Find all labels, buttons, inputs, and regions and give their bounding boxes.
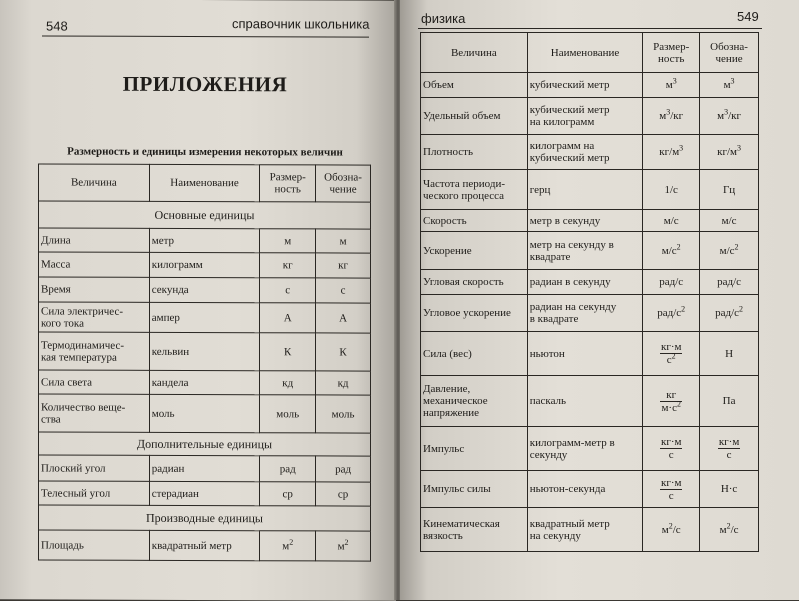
cell-quantity: Скорость xyxy=(421,210,528,232)
unit-power: $м^3$ xyxy=(730,143,741,158)
table-header-row xyxy=(39,164,371,202)
sym-exponent: 2 xyxy=(344,537,349,547)
table-row xyxy=(39,370,371,395)
col-header-dimension-label: Размер- ность xyxy=(653,40,690,65)
cell-symbol: Н xyxy=(700,332,759,376)
cell-symbol: $м^3/кг$ xyxy=(700,98,759,135)
cell-symbol xyxy=(316,531,371,561)
fraction-numerator: кг·м xyxy=(660,341,682,353)
derived-units-body xyxy=(421,73,759,552)
col-header-quantity: Величина xyxy=(39,164,150,201)
table-row xyxy=(421,295,759,332)
cell-unit-name: ньютон-секунда xyxy=(527,471,643,508)
page-number-left: 548 xyxy=(46,18,68,34)
table-row xyxy=(39,530,371,561)
cell-quantity: Удельный объем xyxy=(421,98,528,135)
cell-dimension: м xyxy=(260,229,316,253)
table-row xyxy=(421,73,759,98)
cell-symbol: рад/с xyxy=(700,270,759,295)
table-row xyxy=(421,427,759,471)
unit-power: $м^3$ xyxy=(672,143,684,158)
fraction-denominator: с xyxy=(726,449,732,461)
page-number-right: 549 xyxy=(737,9,759,24)
cell-unit-name: радиан xyxy=(149,455,260,481)
cell-unit-name: ньютон xyxy=(527,332,643,376)
col-header-symbol xyxy=(316,165,371,202)
unit-power: $с^2$ xyxy=(676,304,686,319)
cell-unit-name: метр в секунду xyxy=(527,210,643,232)
units-table-left xyxy=(38,163,371,561)
fraction-denominator: с xyxy=(668,489,674,502)
table-row xyxy=(421,98,759,135)
cell-unit-name: кельвин xyxy=(149,332,260,370)
cell-unit-name: квадратный метр на секунду xyxy=(527,508,643,552)
unit-fraction xyxy=(660,477,682,502)
cell-dimension: ср xyxy=(260,482,316,506)
cell-symbol: моль xyxy=(316,395,371,433)
cell-symbol: Гц xyxy=(700,170,759,210)
cell-unit-name: радиан на секунду в квадрате xyxy=(527,295,643,332)
cell-dimension: моль xyxy=(260,395,316,433)
table-caption: Размерность и единицы измерения некоторых величин xyxy=(67,145,343,159)
cell-dimension: кг xyxy=(260,253,316,278)
section-basic-units: Основные единицы xyxy=(39,201,371,229)
col-header-dimension-label: Размер- ность xyxy=(269,171,306,196)
cell-quantity: Площадь xyxy=(39,530,150,560)
cell-unit-name: килограмм xyxy=(149,252,260,277)
cell-symbol: кд xyxy=(316,371,371,395)
cell-quantity: Давление, механическое напряжение xyxy=(421,376,528,427)
unit-fraction xyxy=(718,436,740,461)
cell-unit-name: кандела xyxy=(149,370,260,394)
fraction-numerator: кг xyxy=(660,389,682,402)
cell-dimension xyxy=(643,73,700,98)
cell-unit-name: кубический метр xyxy=(527,73,643,98)
cell-quantity: Термодинамичес- кая температура xyxy=(39,332,150,370)
cell-symbol: м xyxy=(316,229,371,253)
cell-symbol: рад xyxy=(316,456,371,482)
cell-unit-name: герц xyxy=(527,170,643,210)
cell-symbol xyxy=(700,73,759,98)
cell-dimension: м/с xyxy=(643,210,700,232)
table-row xyxy=(421,135,759,170)
dim-exponent: 2 xyxy=(289,537,294,547)
fraction-numerator: кг·м xyxy=(660,476,682,489)
table-row xyxy=(39,228,371,253)
unit-power: $с^2$ xyxy=(734,304,744,319)
running-head-left: справочник школьника xyxy=(232,16,370,32)
cell-quantity: Плоский угол xyxy=(39,455,150,481)
cell-quantity: Сила света xyxy=(39,370,150,394)
cell-unit-name: моль xyxy=(149,394,260,432)
col-header-symbol xyxy=(700,33,759,73)
cell-symbol: $м^2/с$ xyxy=(700,508,759,552)
cell-dimension: $м^3/кг$ xyxy=(643,98,700,135)
cell-dimension xyxy=(643,376,700,427)
cell-quantity: Частота периоди- ческого процесса xyxy=(421,170,528,210)
cell-quantity: Объем xyxy=(421,73,528,98)
cell-quantity: Импульс xyxy=(421,427,528,471)
cell-dimension: К xyxy=(260,333,316,371)
table-row xyxy=(39,394,371,433)
section-additional-units: Дополнительные единицы xyxy=(39,432,371,456)
header-rule xyxy=(42,35,369,37)
dim-base: м xyxy=(282,539,290,552)
col-header-symbol-label: Обозна- чение xyxy=(710,40,748,65)
running-head-right: физика xyxy=(421,11,466,26)
cell-unit-name: ампер xyxy=(149,302,260,332)
unit-fraction xyxy=(660,389,682,414)
table-row xyxy=(421,376,759,427)
cell-symbol: К xyxy=(316,333,371,371)
table-row xyxy=(421,170,759,210)
unit-power: $м^3$ xyxy=(665,76,677,91)
cell-dimension: рад/с xyxy=(643,270,700,295)
sym-base: м xyxy=(337,539,345,553)
cell-symbol: рад/$с^2$ xyxy=(700,295,759,332)
unit-fraction xyxy=(660,341,682,366)
cell-symbol: ср xyxy=(316,482,371,506)
unit-power: $м\cdot с^2$ xyxy=(661,398,681,414)
table-row xyxy=(421,508,759,552)
cell-dimension: рад/$с^2$ xyxy=(643,295,700,332)
table-row xyxy=(421,471,759,508)
table-row xyxy=(39,252,371,278)
unit-fraction xyxy=(660,436,682,461)
table-row xyxy=(39,277,371,303)
cell-dimension: кд xyxy=(260,371,316,395)
cell-symbol: $кг/м^3$ xyxy=(700,135,759,170)
cell-quantity: Угловая скорость xyxy=(421,270,528,295)
col-header-name: Наименование xyxy=(149,164,260,201)
cell-unit-name: стерадиан xyxy=(149,481,260,505)
table-header-row xyxy=(421,33,759,73)
table-row xyxy=(421,270,759,295)
table-row xyxy=(39,455,371,482)
fraction-numerator: кг·м xyxy=(718,436,740,448)
cell-quantity: Плотность xyxy=(421,135,528,170)
additional-units-body xyxy=(39,455,371,506)
cell-dimension: $м/с^2$ xyxy=(643,232,700,270)
col-header-dimension xyxy=(643,33,700,73)
units-table-right xyxy=(420,32,759,552)
cell-symbol: А xyxy=(316,303,371,333)
unit-power: $м^2$ xyxy=(719,520,731,536)
cell-unit-name: квадратный метр xyxy=(149,530,260,560)
cell-symbol xyxy=(700,427,759,471)
fraction-denominator: с xyxy=(668,449,674,461)
cell-unit-name: паскаль xyxy=(527,376,643,427)
cell-dimension xyxy=(643,471,700,508)
cell-quantity: Время xyxy=(39,277,150,302)
cell-symbol: с xyxy=(316,278,371,303)
cell-unit-name: кубический метр на килограмм xyxy=(527,98,643,135)
cell-unit-name: килограмм-метр в секунду xyxy=(527,427,643,471)
fraction-denominator xyxy=(660,398,682,414)
unit-power: $м^2$ xyxy=(661,520,673,536)
cell-dimension xyxy=(643,332,700,376)
cell-unit-name: килограмм на кубический метр xyxy=(527,135,643,170)
cell-quantity: Телесный угол xyxy=(39,481,150,505)
cell-quantity: Количество веще- ства xyxy=(39,394,150,432)
basic-units-body xyxy=(39,228,371,433)
cell-symbol: м/с xyxy=(700,210,759,232)
cell-quantity: Импульс силы xyxy=(421,471,528,508)
cell-unit-name: секунда xyxy=(149,277,260,302)
fraction-denominator xyxy=(660,351,682,366)
cell-dimension: $м^2/с$ xyxy=(643,508,700,552)
cell-quantity: Угловое ускорение xyxy=(421,295,528,332)
unit-power: $м^3$ xyxy=(659,107,671,122)
table-row xyxy=(39,302,371,333)
table-row xyxy=(39,481,371,506)
cell-symbol: Па xyxy=(700,376,759,427)
cell-quantity: Длина xyxy=(39,228,150,252)
table-row xyxy=(421,232,759,270)
col-header-dimension xyxy=(260,165,316,202)
table-row xyxy=(39,332,371,371)
cell-quantity: Кинематическая вязкость xyxy=(421,508,528,552)
table-row xyxy=(421,332,759,376)
col-header-quantity: Величина xyxy=(421,33,528,73)
cell-symbol: $м/с^2$ xyxy=(700,232,759,270)
cell-dimension: с xyxy=(260,278,316,303)
table-row xyxy=(421,210,759,232)
cell-quantity: Сила (вес) xyxy=(421,332,528,376)
cell-dimension: $кг/м^3$ xyxy=(643,135,700,170)
cell-dimension: 1/с xyxy=(643,170,700,210)
cell-quantity: Сила электричес- кого тока xyxy=(39,302,150,332)
cell-dimension: А xyxy=(260,303,316,333)
cell-symbol: Н·с xyxy=(700,471,759,508)
col-header-name: Наименование xyxy=(527,33,643,73)
cell-unit-name: метр xyxy=(149,228,260,252)
cell-dimension: рад xyxy=(260,456,316,482)
col-header-symbol-label: Обозна- чение xyxy=(324,171,362,196)
page-title: ПРИЛОЖЕНИЯ xyxy=(122,71,288,97)
cell-quantity: Масса xyxy=(39,252,150,277)
cell-unit-name: метр на секунду в квадрате xyxy=(527,232,643,270)
section-derived-units: Производные единицы xyxy=(39,505,371,531)
unit-power: $м^3$ xyxy=(717,107,729,122)
unit-power: $с^2$ xyxy=(666,351,676,366)
cell-quantity: Ускорение xyxy=(421,232,528,270)
cell-dimension xyxy=(643,427,700,471)
unit-power: $с^2$ xyxy=(729,241,739,257)
right-page xyxy=(400,0,799,600)
header-rule-right xyxy=(418,28,762,29)
left-page xyxy=(0,0,396,601)
fraction-numerator: кг·м xyxy=(660,436,682,448)
cell-dimension xyxy=(260,531,316,561)
unit-power: $м^3$ xyxy=(723,76,735,91)
cell-unit-name: радиан в секунду xyxy=(527,270,643,295)
cell-symbol: кг xyxy=(316,253,371,278)
unit-power: $с^2$ xyxy=(671,241,681,257)
